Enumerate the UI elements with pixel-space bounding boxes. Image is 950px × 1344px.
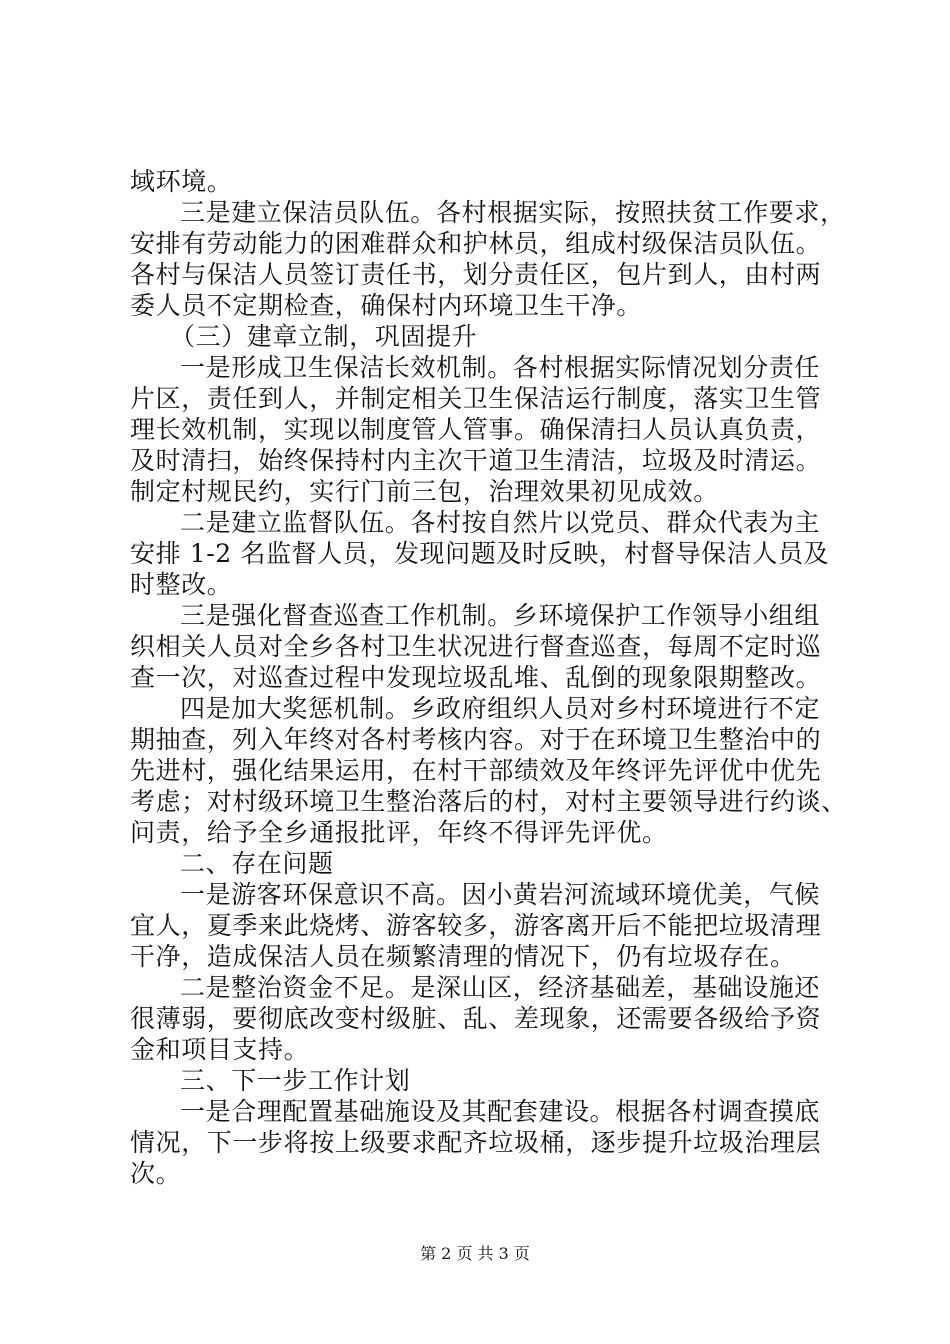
- text-line: 考虑；对村级环境卫生整治落后的村，对村主要领导进行约谈、: [130, 787, 847, 816]
- text-line: 干净，造成保洁人员在频繁清理的情况下，仍有垃圾存在。: [130, 942, 796, 971]
- text-line: 很薄弱，要彻底改变村级脏、乱、差现象，还需要各级给予资: [130, 1004, 822, 1033]
- text-line: 安排 1-2 名监督人员，发现问题及时反映，村督导保洁人员及: [130, 539, 830, 568]
- text-line: 宜人，夏季来此烧烤、游客较多，游客离开后不能把垃圾清理: [130, 911, 822, 940]
- text-line: 先进村，强化结果运用，在村干部绩效及年终评先评优中优先: [130, 756, 822, 785]
- text-line: 制定村规民约，实行门前三包，治理效果初见成效。: [130, 477, 719, 506]
- text-line: 安排有劳动能力的困难群众和护林员，组成村级保洁员队伍。: [130, 229, 822, 258]
- text-line: 三是强化督查巡查工作机制。乡环境保护工作领导小组组: [180, 601, 821, 630]
- text-line: 片区，责任到人，并制定相关卫生保洁运行制度，落实卫生管: [130, 384, 822, 413]
- text-line: 委人员不定期检查，确保村内环境卫生干净。: [130, 291, 643, 320]
- text-line: 各村与保洁人员签订责任书，划分责任区，包片到人，由村两: [130, 260, 822, 289]
- text-line: 二、存在问题: [180, 849, 334, 878]
- text-line: 情况，下一步将按上级要求配齐垃圾桶，逐步提升垃圾治理层: [130, 1128, 822, 1157]
- text-line: 时整改。: [130, 570, 233, 599]
- text-line: 及时清扫，始终保持村内主次干道卫生清洁，垃圾及时清运。: [130, 446, 822, 475]
- text-line: 金和项目支持。: [130, 1035, 310, 1064]
- text-line: 问责，给予全乡通报批评，年终不得评先评优。: [130, 818, 668, 847]
- text-line: 期抽查，列入年终对各村考核内容。对于在环境卫生整治中的: [130, 725, 822, 754]
- text-line: 四是加大奖惩机制。乡政府组织人员对乡村环境进行不定: [180, 694, 821, 723]
- text-line: （三）建章立制，巩固提升: [170, 322, 478, 351]
- text-line: 一是合理配置基础施设及其配套建设。根据各村调查摸底: [180, 1097, 821, 1126]
- text-line: 二是整治资金不足。是深山区，经济基础差，基础设施还: [180, 973, 821, 1002]
- text-line: 查一次，对巡查过程中发现垃圾乱堆、乱倒的现象限期整改。: [130, 663, 822, 692]
- text-line: 域环境。: [130, 167, 233, 196]
- text-line: 二是建立监督队伍。各村按自然片以党员、群众代表为主: [180, 508, 821, 537]
- text-line: 三是建立保洁员队伍。各村根据实际，按照扶贫工作要求，: [180, 198, 846, 227]
- text-line: 理长效机制，实现以制度管人管事。确保清扫人员认真负责，: [130, 415, 822, 444]
- text-line: 次。: [130, 1159, 182, 1188]
- text-line: 织相关人员对全乡各村卫生状况进行督查巡查，每周不定时巡: [130, 632, 822, 661]
- text-line: 三、下一步工作计划: [180, 1066, 411, 1095]
- page-footer: 第 2 页 共 3 页: [420, 1244, 530, 1263]
- text-line: 一是游客环保意识不高。因小黄岩河流域环境优美，气候: [180, 880, 821, 909]
- document-body: [130, 166, 847, 1189]
- text-line: 一是形成卫生保洁长效机制。各村根据实际情况划分责任: [180, 353, 821, 382]
